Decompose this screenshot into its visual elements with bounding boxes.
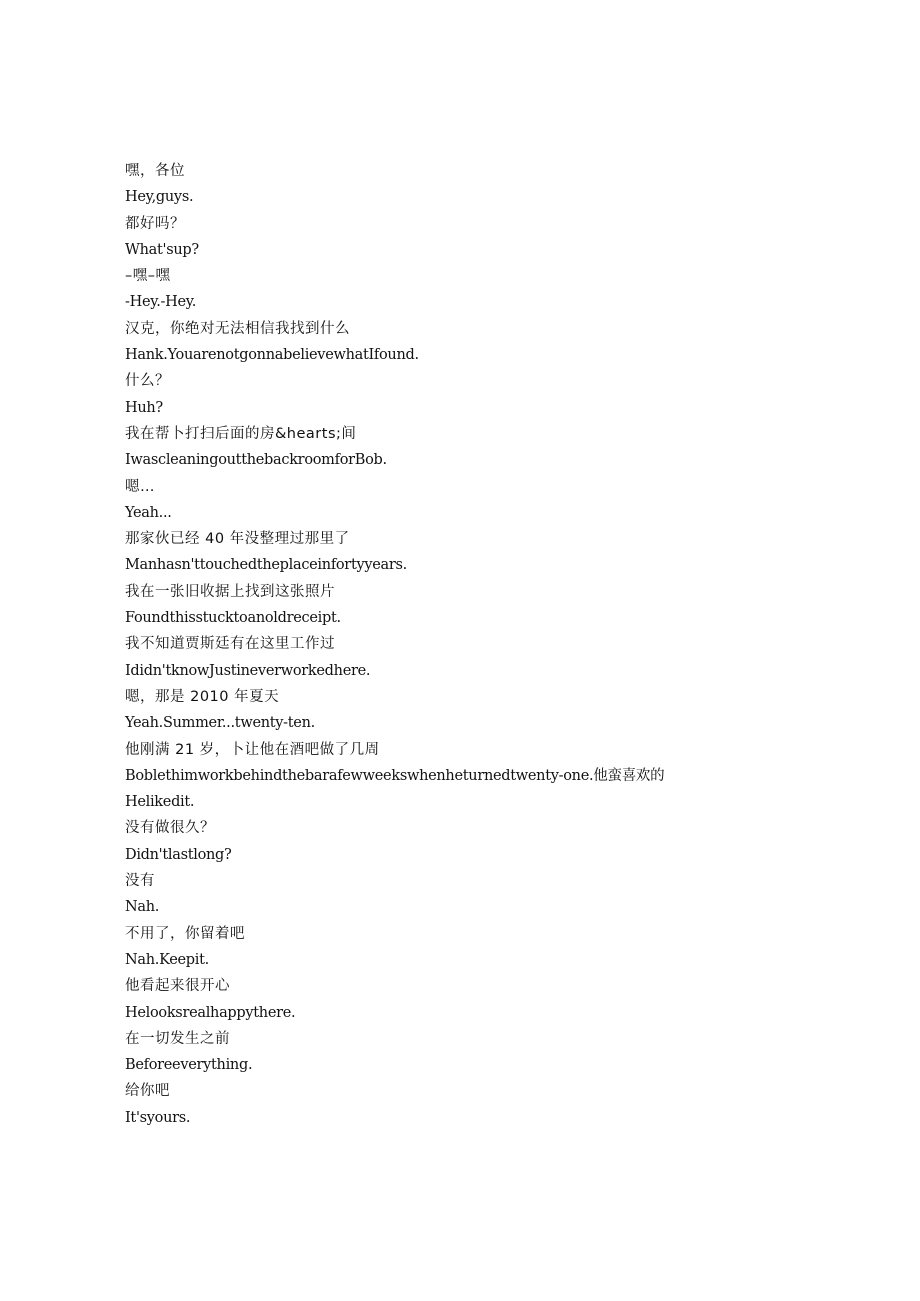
- transcript-line: 我在一张旧收据上找到这张照片: [125, 583, 335, 600]
- transcript-line: 汉克，你绝对无法相信我找到什么: [125, 320, 350, 337]
- transcript-line: 他看起来很开心: [125, 978, 230, 995]
- transcript-line: 在一切发生之前: [125, 1030, 230, 1047]
- transcript-line: Manhasn'ttouchedtheplaceinfortyyears.: [125, 557, 407, 574]
- transcript-line: 没有做很久？: [125, 820, 215, 837]
- transcript-line: Foundthisstucktoanoldreceipt.: [125, 610, 341, 627]
- transcript-line: What'sup?: [125, 241, 199, 258]
- transcript-line: Ididn'tknowJustineverworkedhere.: [125, 662, 371, 679]
- transcript-line: Hey,guys.: [125, 189, 194, 206]
- transcript-line: Yeah...: [125, 504, 172, 521]
- transcript-line: 没有: [125, 873, 155, 890]
- transcript-line: 嗯，那是 2010 年夏天: [125, 688, 280, 705]
- transcript-line: Nah.: [125, 899, 160, 916]
- transcript-line: -Hey.-Hey.: [125, 294, 197, 311]
- transcript-line: IwascleaningoutthebackroomforBob.: [125, 452, 387, 469]
- transcript-line: 嗯…: [125, 478, 155, 495]
- transcript-line: Nah.Keepit.: [125, 951, 209, 968]
- transcript-line: 我不知道贾斯廷有在这里工作过: [125, 636, 335, 653]
- transcript-line: Yeah.Summer...twenty-ten.: [125, 715, 315, 732]
- transcript-line: Beforeeverything.: [125, 1057, 253, 1074]
- transcript-line: Didn'tlastlong?: [125, 846, 232, 863]
- transcript-line: 我在帮卜打扫后面的房&hearts;间: [125, 425, 357, 442]
- transcript-line: Hank.YouarenotgonnabelievewhatIfound.: [125, 347, 419, 364]
- transcript-line: It'syours.: [125, 1109, 191, 1126]
- transcript-line: Helikedit.: [125, 794, 195, 811]
- transcript-line: 不用了，你留着吧: [125, 925, 245, 942]
- transcript-line: 那家伙已经 40 年没整理过那里了: [125, 531, 350, 548]
- transcript-line: Boblethimworkbehindthebarafewweekswhenheturnedtwenty-one.他蛮喜欢的: [125, 767, 665, 784]
- transcript-line: 什么？: [125, 373, 170, 390]
- transcript-line: –嘿–嘿: [125, 268, 171, 285]
- transcript-document: [125, 158, 885, 1131]
- transcript-line: 嘿，各位: [125, 163, 185, 179]
- transcript-line: Huh?: [125, 399, 163, 416]
- transcript-line: 他刚满 21 岁，卜让他在酒吧做了几周: [125, 741, 380, 758]
- transcript-line: 给你吧: [125, 1083, 170, 1100]
- transcript-line: 都好吗？: [125, 215, 185, 232]
- transcript-line: Helooksrealhappythere.: [125, 1004, 296, 1021]
